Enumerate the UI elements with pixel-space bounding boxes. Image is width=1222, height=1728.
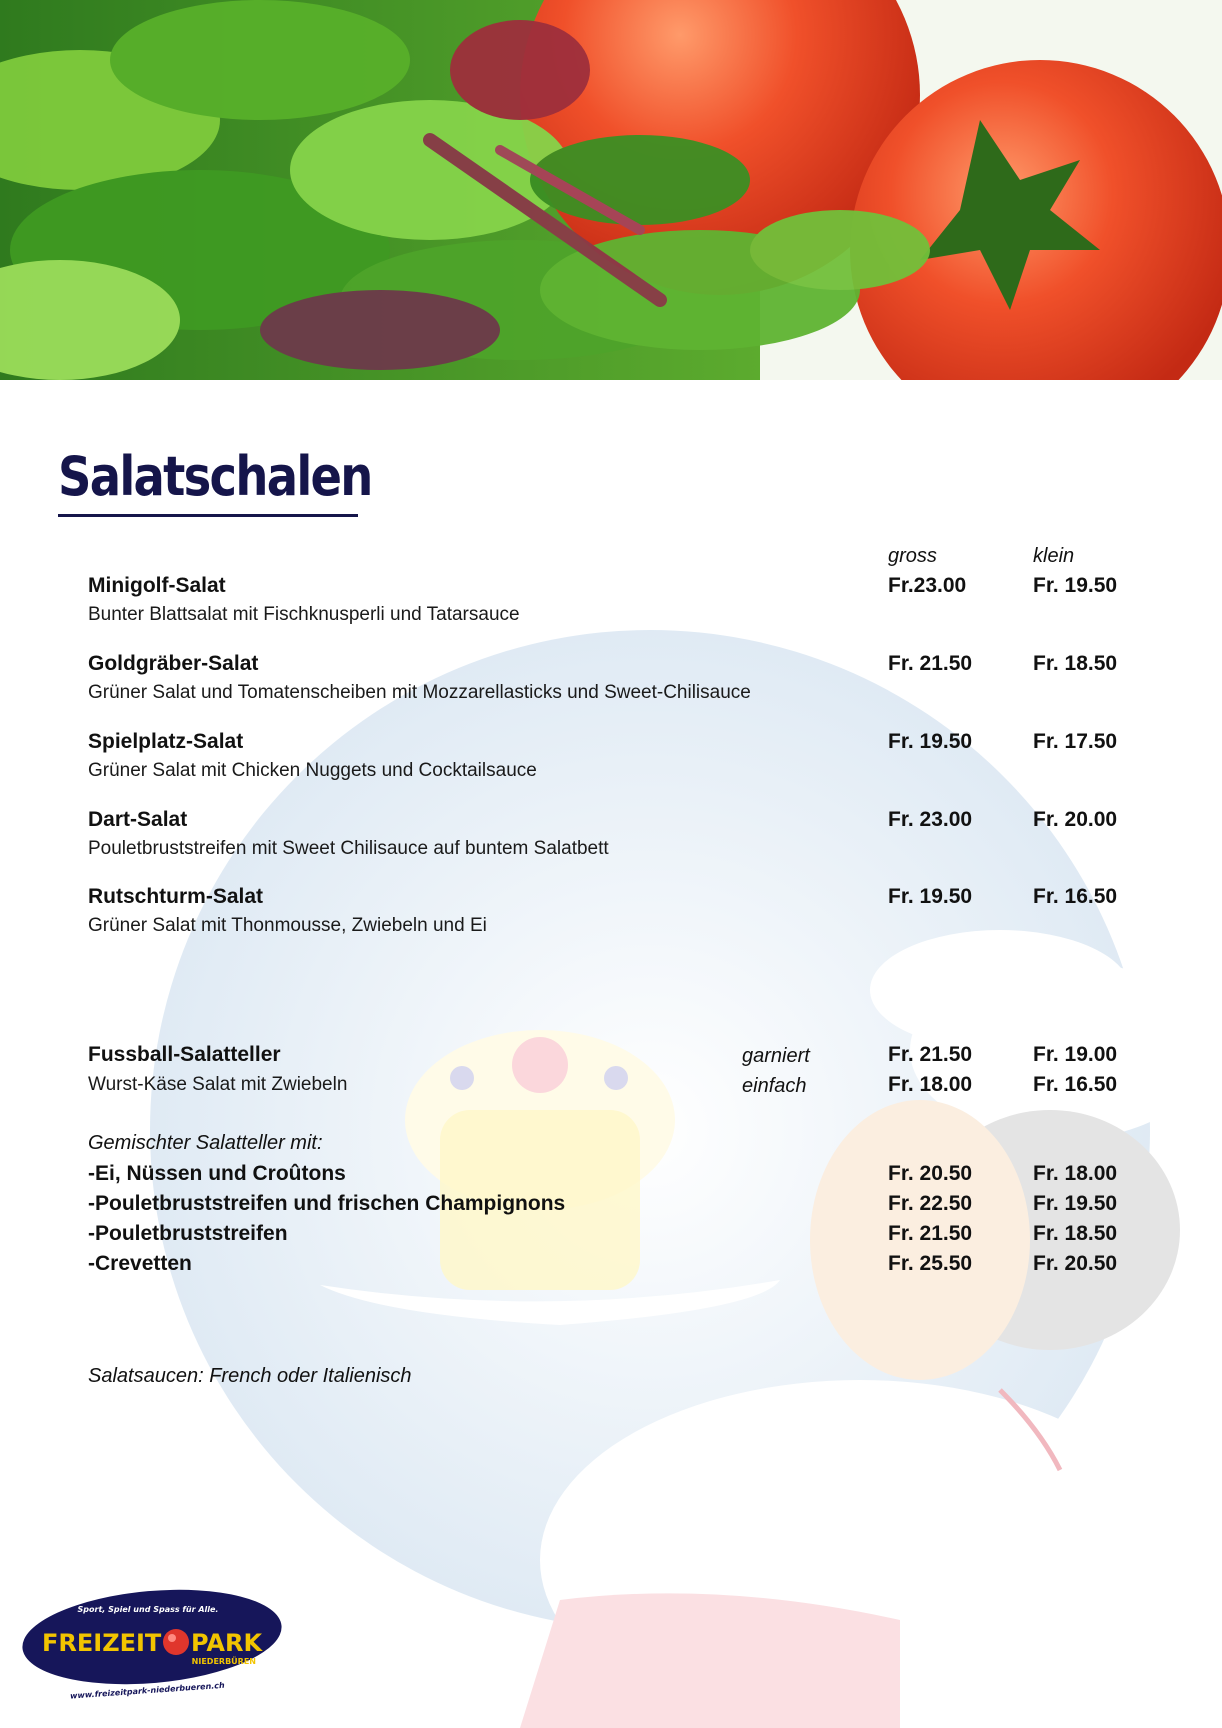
price-gross: Fr. 19.50 (888, 885, 973, 908)
price-klein: Fr. 16.50 (1033, 1073, 1118, 1096)
price-klein: Fr. 19.50 (1033, 1192, 1118, 1215)
salad-hero-image (0, 0, 1222, 380)
price-gross: Fr. 21.50 (888, 1222, 973, 1245)
price-gross: Fr. 25.50 (888, 1252, 973, 1275)
price-klein: Fr. 18.50 (1033, 1222, 1118, 1245)
item-description: Grüner Salat mit Chicken Nuggets und Cocktailsauce (88, 760, 537, 781)
option-name: -Crevetten (88, 1252, 192, 1275)
price-gross: Fr. 21.50 (888, 652, 973, 675)
option-name: -Pouletbruststreifen (88, 1222, 288, 1245)
freizeitpark-logo (20, 1585, 290, 1705)
item-description: Grüner Salat mit Thonmousse, Zwiebeln und Ei (88, 915, 487, 936)
item-description: Grüner Salat und Tomatenscheiben mit Mozzarellasticks und Sweet-Chilisauce (88, 682, 751, 703)
price-gross: Fr. 18.00 (888, 1073, 973, 1096)
price-klein: Fr. 19.00 (1033, 1043, 1118, 1066)
variant-label: garniert (742, 1045, 810, 1067)
logo-word-freizeit: FREIZEIT (42, 1629, 162, 1657)
option-name: -Ei, Nüssen und Croûtons (88, 1162, 346, 1185)
price-klein: Fr. 16.50 (1033, 885, 1118, 908)
variant-label: einfach (742, 1075, 807, 1097)
item-description: Pouletbruststreifen mit Sweet Chilisauce auf buntem Salatbett (88, 838, 609, 859)
item-name: Fussball-Salatteller (88, 1043, 281, 1066)
price-gross: Fr. 20.50 (888, 1162, 973, 1185)
menu-title: Salatschalen (58, 445, 372, 508)
logo-word-park: PARK (191, 1629, 263, 1657)
price-klein: Fr. 20.00 (1033, 808, 1118, 831)
price-klein: Fr. 18.00 (1033, 1162, 1118, 1185)
logo-url: www.freizeitpark-niederbueren.ch (69, 1680, 225, 1701)
price-gross: Fr. 21.50 (888, 1043, 973, 1066)
item-name: Spielplatz-Salat (88, 730, 244, 753)
price-gross: Fr. 23.00 (888, 808, 973, 831)
price-klein: Fr. 19.50 (1033, 574, 1118, 597)
column-header-klein: klein (1033, 545, 1075, 567)
item-name: Goldgräber-Salat (88, 652, 259, 675)
price-gross: Fr. 19.50 (888, 730, 973, 753)
price-klein: Fr. 17.50 (1033, 730, 1118, 753)
column-header-gross: gross (888, 545, 937, 567)
item-name: Dart-Salat (88, 808, 188, 831)
item-name: Minigolf-Salat (88, 574, 226, 597)
item-description: Wurst-Käse Salat mit Zwiebeln (88, 1074, 348, 1095)
sauces-note: Salatsaucen: French oder Italienisch (88, 1365, 412, 1387)
price-klein: Fr. 20.50 (1033, 1252, 1118, 1275)
price-gross: Fr.23.00 (888, 574, 967, 597)
title-underline (58, 514, 358, 517)
price-klein: Fr. 18.50 (1033, 652, 1118, 675)
mixed-plate-heading: Gemischter Salatteller mit: (88, 1132, 323, 1154)
item-name: Rutschturm-Salat (88, 885, 264, 908)
item-description: Bunter Blattsalat mit Fischknusperli und Tatarsauce (88, 604, 520, 625)
logo-tagline: Sport, Spiel und Spass für Alle. (77, 1605, 219, 1614)
option-name: -Pouletbruststreifen und frischen Champignons (88, 1192, 566, 1215)
price-gross: Fr. 22.50 (888, 1192, 973, 1215)
logo-subtitle: NIEDERBÜREN (191, 1657, 256, 1666)
